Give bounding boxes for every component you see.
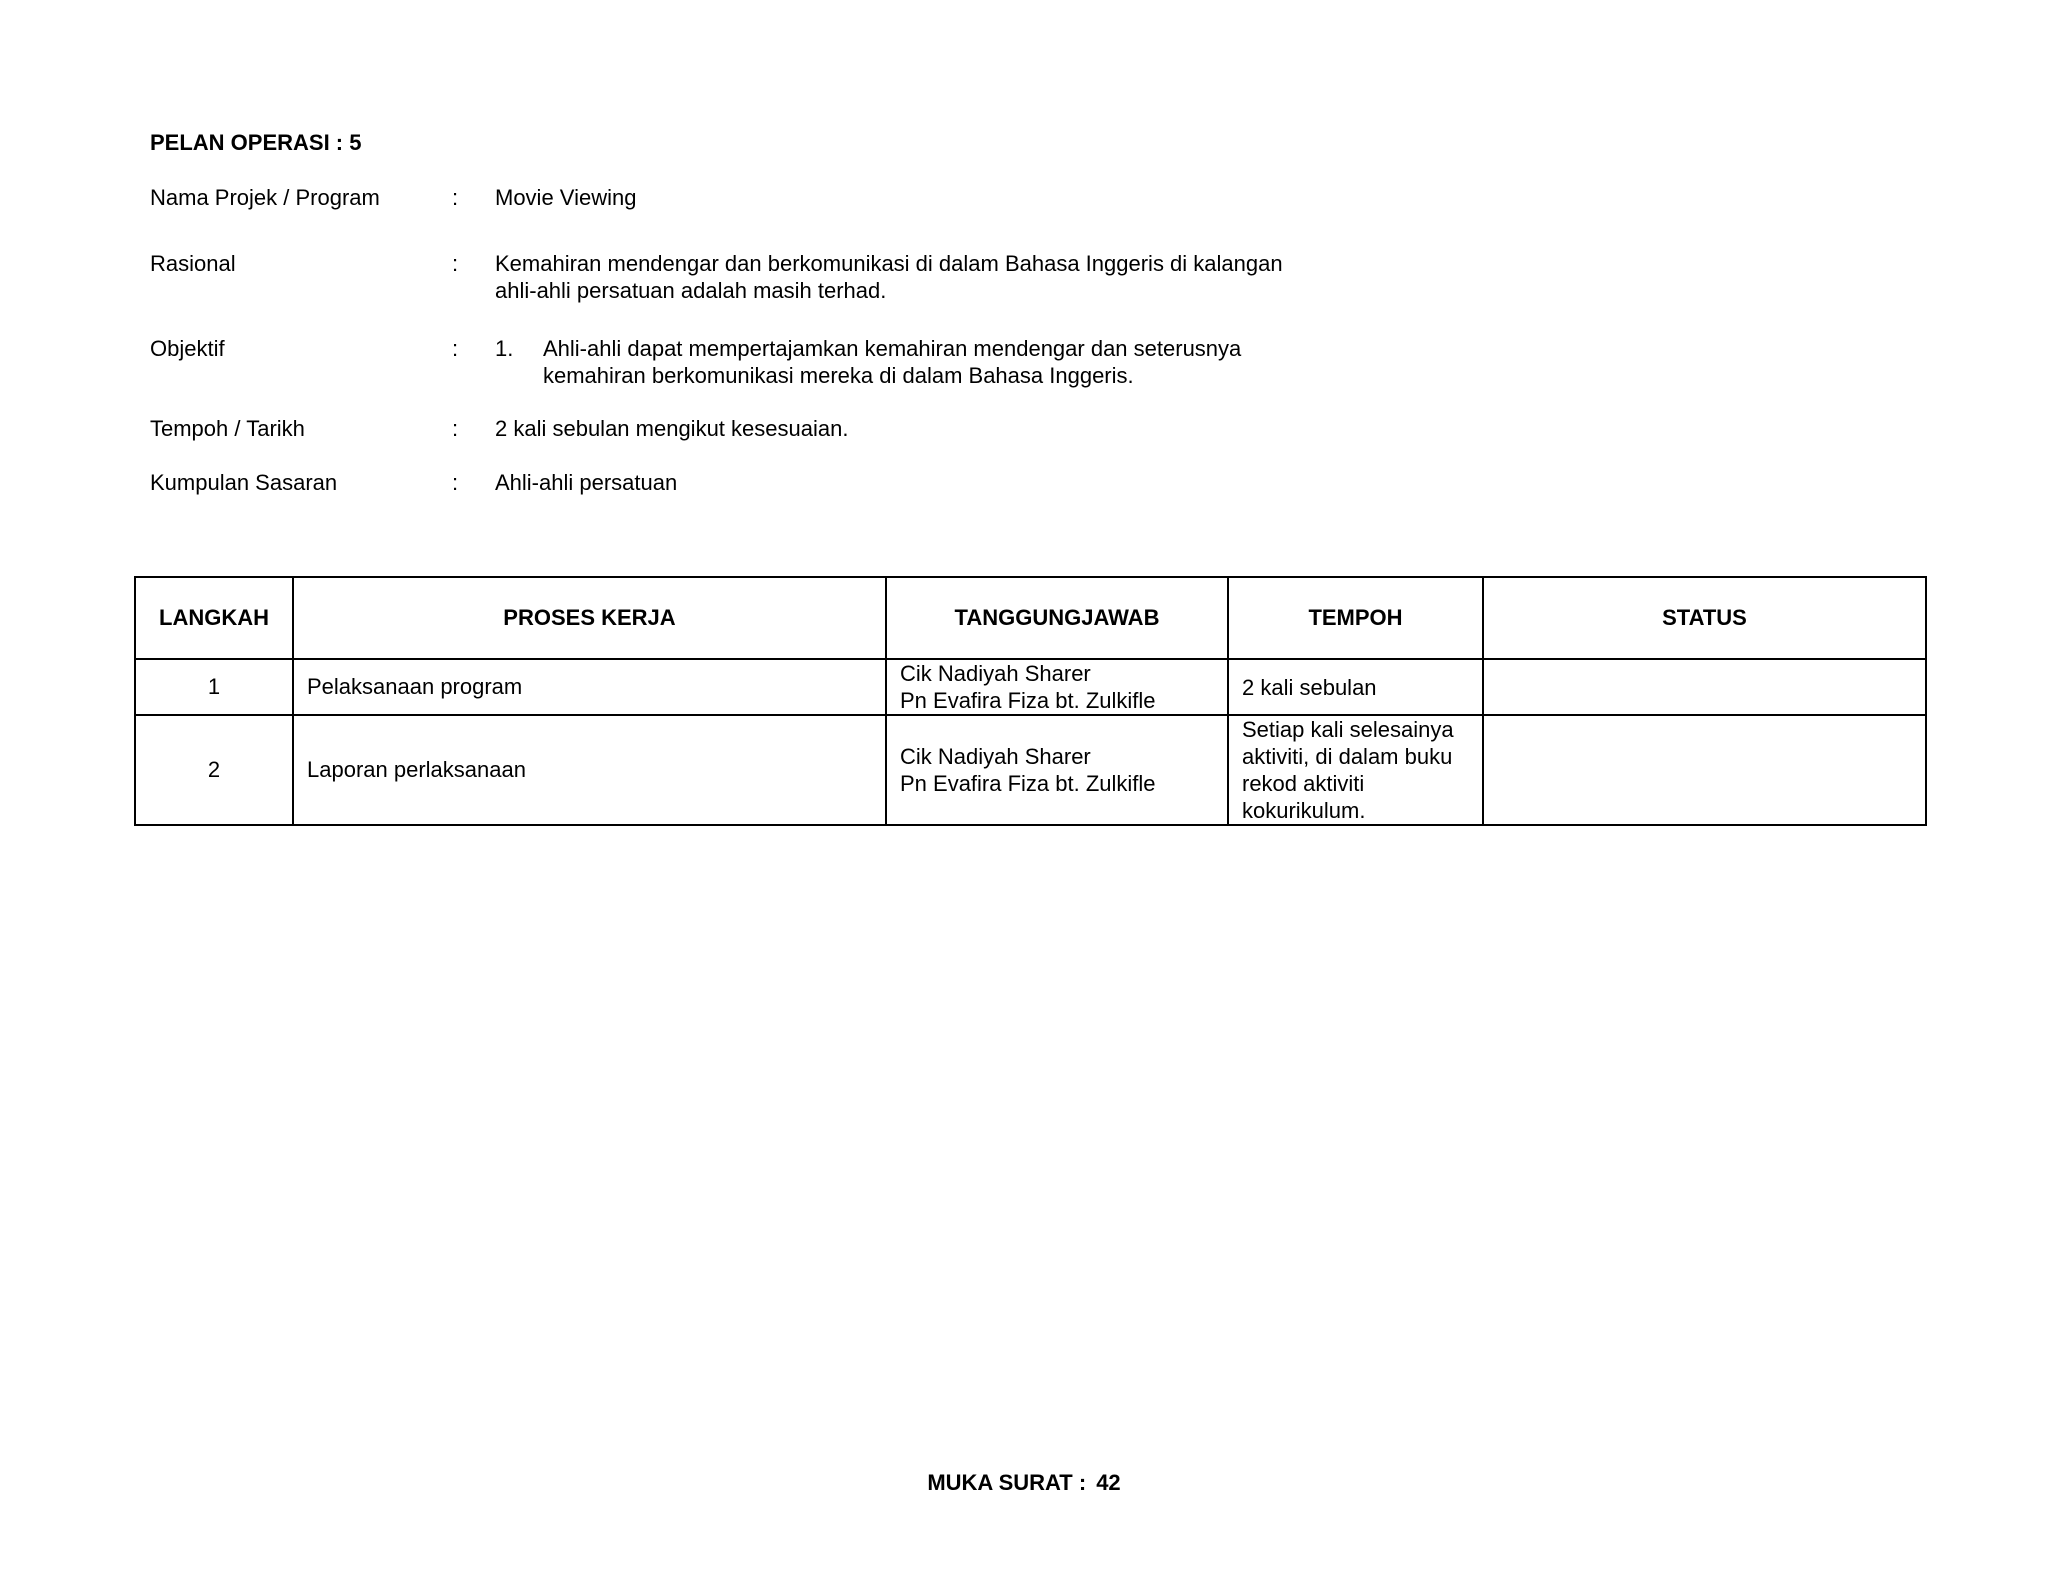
tempoh-line: aktiviti, di dalam buku xyxy=(1242,744,1453,769)
table-row xyxy=(135,715,1926,825)
responsible-person: Cik Nadiyah Sharer xyxy=(900,744,1091,769)
cell-tempoh xyxy=(1228,659,1483,715)
cell-status xyxy=(1483,659,1926,715)
tempoh-line: 2 kali sebulan xyxy=(1242,674,1377,700)
header-langkah: LANGKAH xyxy=(135,577,293,659)
field-colon: : xyxy=(452,336,459,361)
field-label: Nama Projek / Program xyxy=(150,185,380,210)
field-colon: : xyxy=(452,251,459,276)
objective-line: Ahli-ahli dapat mempertajamkan kemahiran mendengar dan seterusnya xyxy=(543,336,1242,361)
tempoh-line: kokurikulum. xyxy=(1242,798,1366,823)
responsible-person: Pn Evafira Fiza bt. Zulkifle xyxy=(900,771,1156,796)
cell-proses-kerja: Laporan perlaksanaan xyxy=(293,715,886,825)
cell-langkah: 2 xyxy=(135,715,293,825)
field-colon: : xyxy=(452,470,459,495)
field-label: Kumpulan Sasaran xyxy=(150,470,338,495)
operation-plan-table xyxy=(134,576,1927,826)
cell-tanggungjawab xyxy=(886,659,1228,715)
header-tempoh: TEMPOH xyxy=(1228,577,1483,659)
table-header-row xyxy=(135,577,1926,659)
responsible-person: Pn Evafira Fiza bt. Zulkifle xyxy=(900,688,1156,713)
field-value xyxy=(495,250,1375,304)
cell-tanggungjawab xyxy=(886,715,1228,825)
objective-text xyxy=(543,335,1343,389)
field-label: Rasional xyxy=(150,251,236,276)
field-value: Ahli-ahli persatuan xyxy=(495,470,678,495)
objective-number: 1. xyxy=(495,336,514,361)
cell-langkah: 1 xyxy=(135,659,293,715)
rasional-line: ahli-ahli persatuan adalah masih terhad. xyxy=(495,278,887,303)
tempoh-line: Setiap kali selesainya xyxy=(1242,717,1454,742)
tempoh-line: rekod aktiviti xyxy=(1242,771,1365,796)
field-colon: : xyxy=(452,416,459,441)
field-label: Tempoh / Tarikh xyxy=(150,416,305,441)
header-proses-kerja: PROSES KERJA xyxy=(293,577,886,659)
table-row xyxy=(135,659,1926,715)
page-footer xyxy=(0,1470,2048,1496)
field-colon: : xyxy=(452,185,459,210)
field-label: Objektif xyxy=(150,336,225,361)
field-value: Movie Viewing xyxy=(495,185,637,210)
cell-tempoh xyxy=(1228,715,1483,825)
rasional-line: Kemahiran mendengar dan berkomunikasi di dalam Bahasa Inggeris di kalangan xyxy=(495,251,1283,276)
field-value: 2 kali sebulan mengikut kesesuaian. xyxy=(495,416,849,441)
cell-proses-kerja: Pelaksanaan program xyxy=(293,659,886,715)
objective-line: kemahiran berkomunikasi mereka di dalam Bahasa Inggeris. xyxy=(543,363,1134,388)
page-number: 42 xyxy=(1096,1470,1121,1495)
header-tanggungjawab: TANGGUNGJAWAB xyxy=(886,577,1228,659)
page-number-label: MUKA SURAT : xyxy=(927,1470,1087,1495)
document-title: PELAN OPERASI : 5 xyxy=(150,130,362,155)
cell-status xyxy=(1483,715,1926,825)
header-status: STATUS xyxy=(1483,577,1926,659)
responsible-person: Cik Nadiyah Sharer xyxy=(900,661,1091,686)
